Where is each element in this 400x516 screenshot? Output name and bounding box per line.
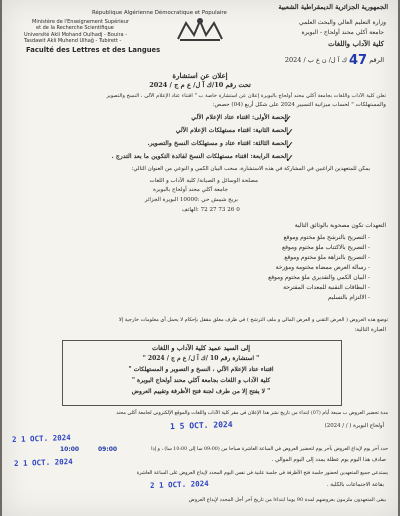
invite-line-5: 0 26 73 27 72 :الهاتف bbox=[182, 207, 240, 213]
header-ministry-fr-1: Ministère de l'Enseignement Supérieur bbox=[32, 19, 129, 25]
deposit-line-1: توضع هذه العروض ( العرض التقني و العرض المالي و ملف الترشح ) في ظرف مغلق مقفل بإحكام لا يحمل أي معلومات خارجية إلا bbox=[118, 317, 388, 323]
document-item: - رسالة العرض ممضاة مختومة ومؤرخة bbox=[275, 265, 370, 271]
date-stamp: 1 5 OCT. 2024 bbox=[169, 419, 233, 432]
header-faculty-ar: كلية الآداب واللغات bbox=[328, 39, 384, 48]
header-university-ar: جامعة آكلي محند أولحاج - البويرة bbox=[301, 29, 384, 36]
university-logo bbox=[174, 15, 226, 43]
date-stamp: 2 1 OCT. 2024 bbox=[11, 432, 71, 445]
intro-line-1: تعلن كلية الآداب واللغات بجامعة آكلي محند أولحاج بالبويرة إعلان عن استشارة خاصة ب " اقتناء عتاد الإعلام الآلي ، النسخ والتصوير bbox=[106, 93, 386, 99]
offers-intro: التعهدات تكون مصحوبة بالوثائق التالية bbox=[294, 223, 386, 229]
deadline-line-7: يبقى المتعهدون ملزمون بعروضهم لمدة 90 يوما ابتداءا من تاريخ آخر أجل المحدد لإيداع العروض bbox=[188, 497, 386, 503]
date-stamp: 2 1 OCT. 2024 bbox=[149, 478, 209, 491]
invite-line-3: جامعة آكلي محند أولحاج بالبويرة bbox=[153, 187, 228, 193]
header-university-fr-1: Université Akli Mohand Oulhadj - Bouira - bbox=[24, 32, 127, 38]
address-line-5: " لا يفتح إلا من طرف لجنة فتح الأظرفة وتقييم العروض bbox=[131, 388, 271, 395]
header-republic-fr: République Algérienne Démocratique et Populaire bbox=[92, 10, 227, 16]
header-ministry-ar: وزارة التعليم العالي والبحث العلمي bbox=[299, 19, 386, 26]
handwritten-hour: 10:00 bbox=[60, 446, 80, 453]
document-item: - التصريح بالترشح ملؤ مختوم وموقع bbox=[283, 235, 370, 241]
document-item: - التصريح بالنزاهة ملؤ مختوم وموقع bbox=[284, 255, 370, 261]
document-item: - التصريح بالاكتتاب ملؤ مختوم وموقع bbox=[281, 245, 370, 251]
date-stamp: 2 1 OCT. 2024 bbox=[13, 456, 73, 469]
document-item: - البطاقات التقنية للمعدات المقترحة bbox=[283, 285, 370, 291]
deadline-line-5: يستدعي جميع المتعهدين لحضور جلسة فتح الأظرفة في جلسة علنية في نفس اليوم المحدد لإيداع العروض على الساعة العاشرة bbox=[136, 471, 388, 476]
check-mark-icon: ✓ bbox=[285, 126, 295, 139]
lot-3: الحصة الثالثة: اقتناء عتاد و مستهلكات النسخ والتصوير. bbox=[147, 140, 288, 147]
notice-subtitle: تحت رقم 10/ك آ ل/ ع م ج / 2024 bbox=[149, 81, 251, 89]
ref-number-label: الرقم bbox=[369, 56, 384, 64]
address-line-1: إلى السيد عميد كلية الآداب و اللغات bbox=[151, 344, 251, 352]
invite-line-2: مصلحة الوسائل و الصيانة/ كلية الآداب و اللغات bbox=[149, 178, 258, 184]
address-line-2: " استشارة رقم 10 /ك آ ل/ ع م ج / 2024 " bbox=[142, 355, 260, 362]
check-mark-icon: ✓ bbox=[285, 139, 295, 152]
header-faculty-fr: Faculté des Lettres et des Langues bbox=[26, 46, 161, 54]
address-line-4: كلية الآداب و اللغات بجامعة آكلي محند أولحاج البويرة " bbox=[131, 377, 271, 384]
invite-line-1: يمكن للمتعهدين الراغبين في المشاركة في هذه الاستشارة، سحب البيان الكمي و النوعي من العنوان التالي: bbox=[131, 166, 370, 172]
deadline-line-3: حدد آخر يوم لإيداع العروض بآخر يوم لتحضير العروض في الساعة العاشرة صباحا من (09:00 سا إلى 10:00 سا) ، و إذا bbox=[151, 447, 388, 452]
intro-line-2: والمستهلكات " لحساب ميزانية التسيير 2024 على شكل أربع (04) حصص: bbox=[212, 102, 386, 108]
check-mark-icon: ✓ bbox=[283, 113, 293, 126]
deadline-line-1: مدة تحضير العروض ب سبعة أيام (07) ابتداء من تاريخ نشر هذا الإعلان في مقر كلية الآداب واللغات والموقع الإلكتروني لجامعة آكلي محند bbox=[116, 411, 388, 416]
header-ministry-fr-2: et de la Recherche Scientifique bbox=[36, 25, 114, 31]
deadline-line-6: بقاعة الاجتماعات بالكلية . bbox=[326, 482, 384, 488]
document-sheet bbox=[2, 0, 398, 516]
ref-number-handwritten: 47 bbox=[349, 53, 368, 68]
lot-1: الحصة الأولى: اقتناء عتاد الإعلام الآلي bbox=[191, 114, 288, 121]
ref-code: ك آ ل/ ن ع ب / 2024 bbox=[284, 56, 347, 64]
lot-2: الحصة الثانية: اقتناء مستهلكات الإعلام الآلي bbox=[175, 127, 288, 134]
reference-line bbox=[284, 52, 384, 68]
deadline-line-4: صادف هذا اليوم يوم عطلة يمدد إلى اليوم الموالي . bbox=[271, 457, 386, 463]
check-mark-icon: ✓ bbox=[285, 152, 295, 165]
deadline-line-2: أولحاج البويرة ( / / 2024) bbox=[324, 423, 384, 429]
header-university-fr-2: Tasdawit Akli Muhend Ulhağ - Tubirett - bbox=[24, 38, 122, 44]
handwritten-hour: 09:00 bbox=[98, 446, 118, 453]
document-item: - البيان الكمي والتقديري ملؤ مختوم وموقع bbox=[268, 275, 370, 281]
notice-title: إعلان عن استشارة bbox=[172, 71, 228, 80]
invite-line-4: بريج شيبش حي :10000 البويرة الجزائر bbox=[144, 197, 238, 203]
header-republic-ar: الجمهورية الجزائرية الديمقراطية الشعبية bbox=[278, 3, 388, 11]
deposit-line-2: العبارة التالية: bbox=[354, 327, 386, 333]
document-item: - الالتزام بالتسليم bbox=[327, 295, 370, 301]
lot-4: الحصة الرابعة: اقتناء مستهلكات النسخ لفائدة التكوين ما بعد التدرج . bbox=[111, 153, 288, 160]
address-line-3: اقتناء عتاد الإعلام الآلي ، النسخ و التصوير و المستهلكات " bbox=[128, 366, 274, 373]
